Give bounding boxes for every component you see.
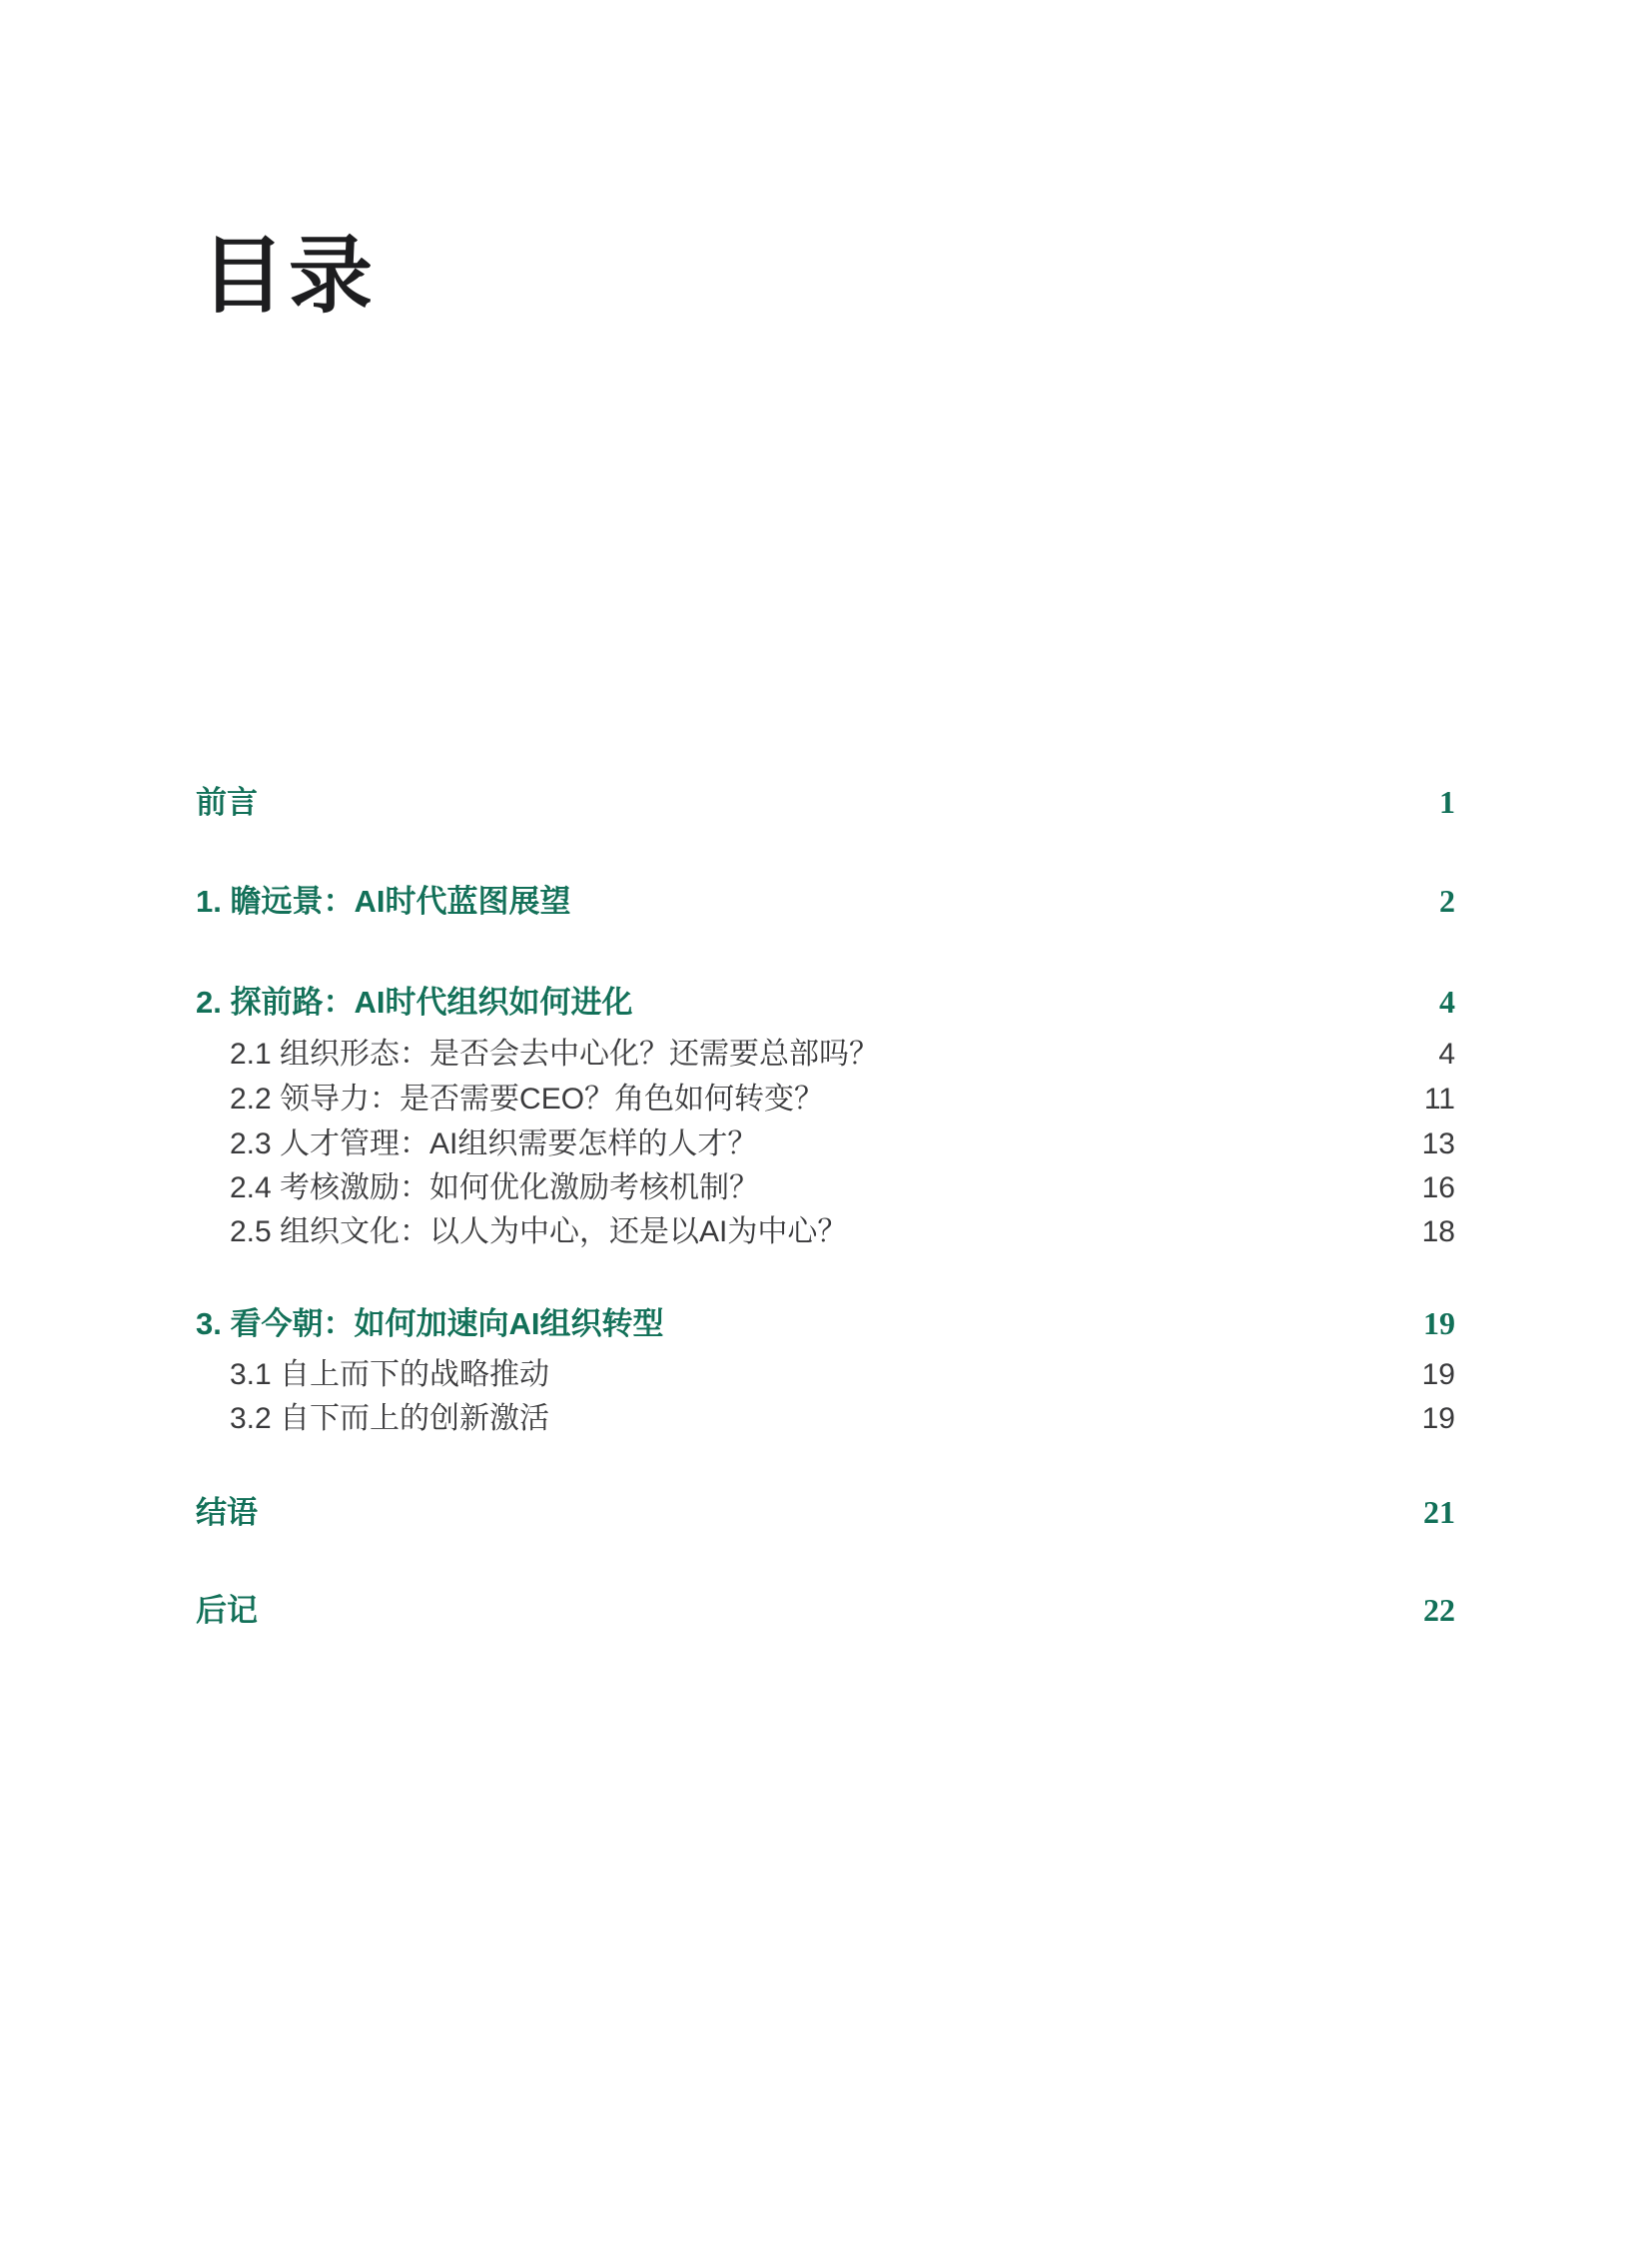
toc-entry-label: 2.5 组织文化：以人为中心，还是以AI为中心？ bbox=[230, 1215, 848, 1248]
toc-entry-page-number: 18 bbox=[1421, 1215, 1455, 1248]
toc-entry-postscript[interactable] bbox=[196, 1588, 1455, 1632]
toc-entry-label: 3. 看今朝：如何加速向AI组织转型 bbox=[196, 1306, 664, 1341]
toc-entry-section-1[interactable] bbox=[196, 879, 1455, 923]
toc-entry-page-number: 11 bbox=[1423, 1083, 1455, 1116]
table-of-contents bbox=[196, 780, 1455, 1632]
toc-entry-2-3[interactable] bbox=[196, 1122, 1455, 1166]
toc-entry-label: 2.1 组织形态：是否会去中心化？还需要总部吗？ bbox=[230, 1038, 880, 1071]
toc-entry-label: 结语 bbox=[196, 1495, 258, 1530]
toc-entry-page-number: 13 bbox=[1421, 1127, 1455, 1160]
toc-entry-page-number: 19 bbox=[1423, 1305, 1455, 1341]
toc-entry-2-1[interactable] bbox=[196, 1033, 1455, 1077]
toc-entry-foreword[interactable] bbox=[196, 780, 1455, 824]
toc-entry-label: 3.1 自上而下的战略推动 bbox=[230, 1358, 550, 1391]
toc-entry-3-2[interactable] bbox=[196, 1397, 1455, 1441]
toc-entry-3-1[interactable] bbox=[196, 1353, 1455, 1397]
toc-entry-page-number: 19 bbox=[1421, 1358, 1455, 1391]
toc-entry-conclusion[interactable] bbox=[196, 1490, 1455, 1534]
toc-entry-label: 2.2 领导力：是否需要CEO？角色如何转变？ bbox=[230, 1083, 825, 1116]
page-title: 目录 bbox=[201, 231, 378, 325]
toc-entry-page-number: 16 bbox=[1421, 1171, 1455, 1204]
toc-entry-label: 2. 探前路：AI时代组织如何进化 bbox=[196, 985, 633, 1020]
toc-entry-2-5[interactable] bbox=[196, 1210, 1455, 1254]
toc-entry-section-3[interactable] bbox=[196, 1301, 1455, 1345]
toc-entry-label: 2.3 人才管理：AI组织需要怎样的人才？ bbox=[230, 1127, 758, 1160]
toc-entry-page-number: 2 bbox=[1439, 883, 1455, 919]
toc-entry-page-number: 4 bbox=[1438, 1038, 1455, 1071]
toc-entry-page-number: 4 bbox=[1439, 984, 1455, 1020]
toc-entry-label: 2.4 考核激励：如何优化激励考核机制？ bbox=[230, 1171, 760, 1204]
toc-entry-label: 3.2 自下而上的创新激活 bbox=[230, 1402, 550, 1435]
toc-entry-label: 1. 瞻远景：AI时代蓝图展望 bbox=[196, 884, 571, 919]
toc-entry-page-number: 22 bbox=[1423, 1592, 1455, 1628]
toc-entry-page-number: 1 bbox=[1439, 784, 1455, 820]
toc-entry-label: 前言 bbox=[196, 785, 258, 820]
toc-entry-2-4[interactable] bbox=[196, 1166, 1455, 1210]
toc-entry-label: 后记 bbox=[196, 1593, 258, 1628]
toc-entry-page-number: 19 bbox=[1421, 1402, 1455, 1435]
toc-entry-2-2[interactable] bbox=[196, 1078, 1455, 1121]
toc-entry-page-number: 21 bbox=[1423, 1494, 1455, 1530]
toc-entry-section-2[interactable] bbox=[196, 980, 1455, 1024]
